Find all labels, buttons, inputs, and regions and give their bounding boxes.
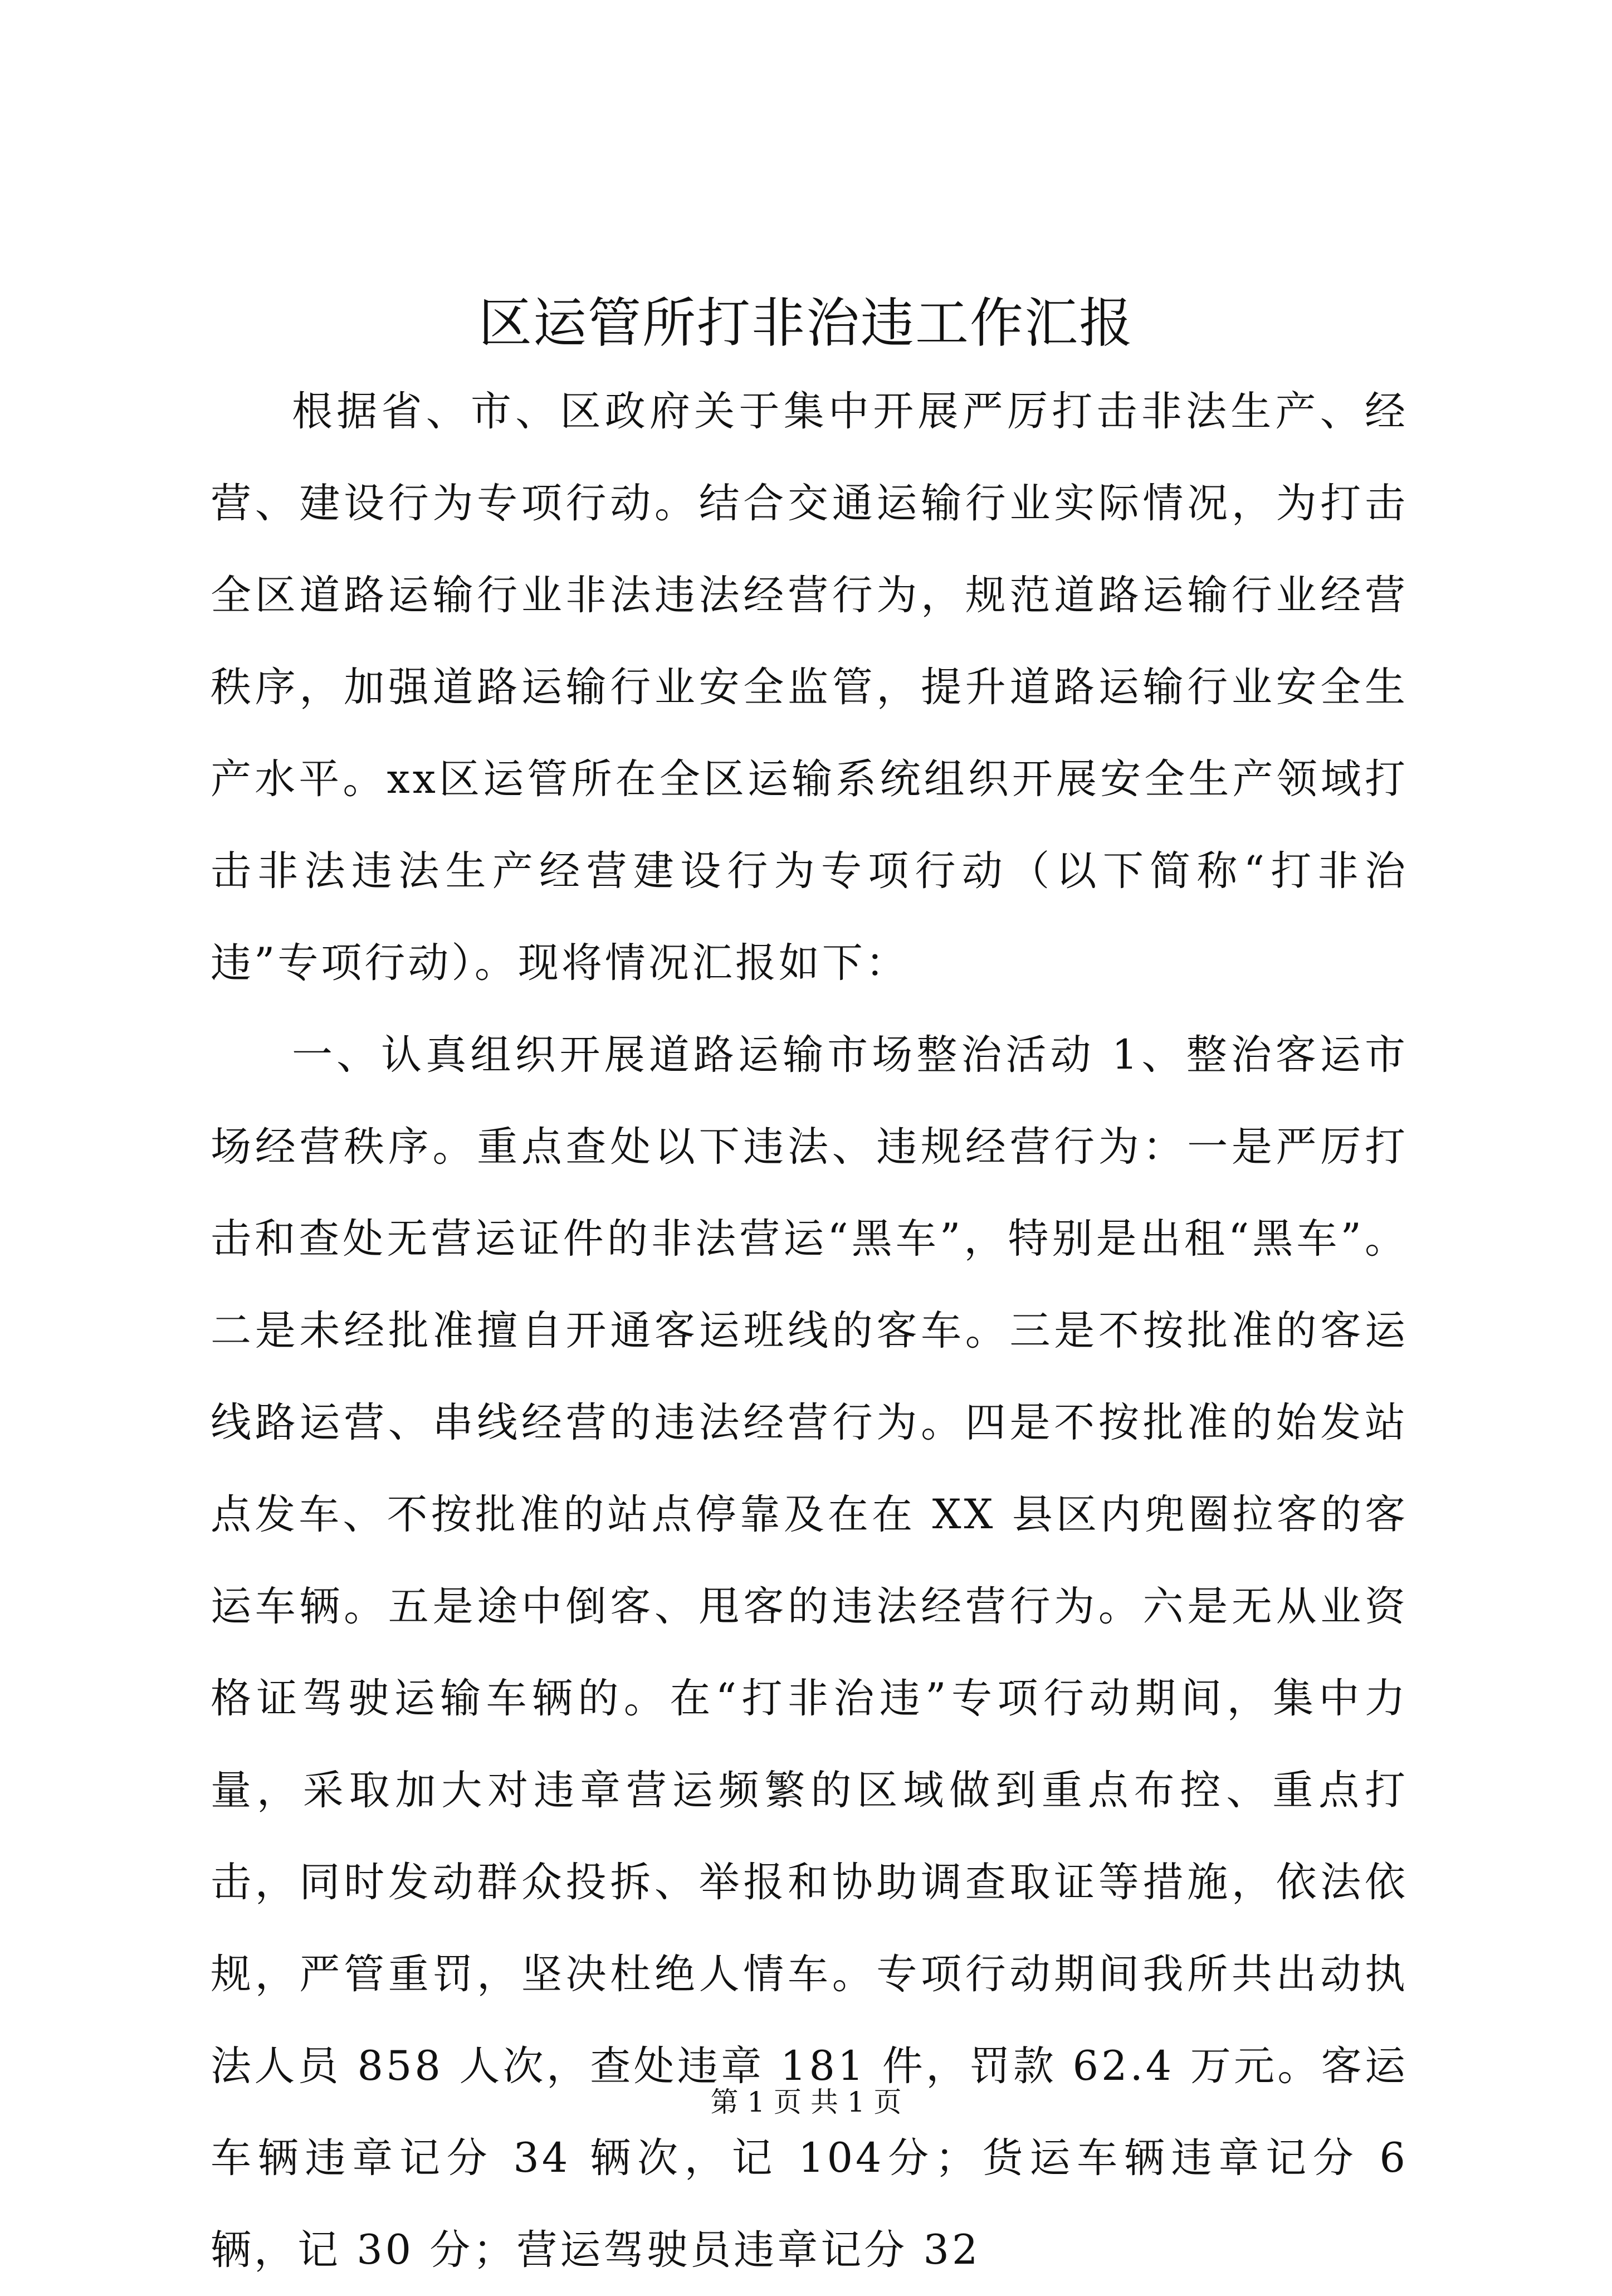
page-footer: 第 1 页 共 1 页 [710, 2086, 902, 2118]
paragraph-intro: 根据省、市、区政府关于集中开展严厉打击非法生产、经营、建设行为专项行动。结合交通运输行业实际情况，为打击全区道路运输行业非法违法经营行为，规范道路运输行业经营秩序，加强道路运输行业安全监管，提升道路运输行业安全生产水平。xx区运管所在全区运输系统组织开展安全生产领域打击非法违法生产经营建设行为专项行动（以下简称“打非治违”专项行动）。现将情况汇报如下： [211, 388, 1408, 987]
paragraph-section-one: 一、认真组织开展道路运输市场整治活动 1、整治客运市场经营秩序。重点查处以下违法、违规经营行为：一是严厉打击和查处无营运证件的非法营运“黑车”，特别是出租“黑车”。二是未经批准擅自开通客运班线的客车。三是不按批准的客运线路运营、串线经营的违法经营行为。四是不按批准的始发站点发车、不按批准的站点停靠及在在 XX 县区内兜圈拉客的客运车辆。五是途中倒客、甩客的违法经营行为。六是无从业资格证驾驶运输车辆的。在“打非治违”专项行动期间，集中力量，采取加大对违章营运频繁的区域做到重点布控、重点打击，同时发动群众投拆、举报和协助调查取证等措施，依法依规，严管重罚，坚决杜绝人情车。专项行动期间我所共出动执法人员 858 人次，查处违章 181 件，罚款 62.4 万元。客运车辆违章记分 34 辆次，记 104分；货运车辆违章记分 6 辆，记 30 分；营运驾驶员违章记分 32 [211, 1031, 1408, 2274]
document-body [211, 365, 1408, 2296]
document-title: 区运管所打非治违工作汇报 [478, 292, 1134, 354]
